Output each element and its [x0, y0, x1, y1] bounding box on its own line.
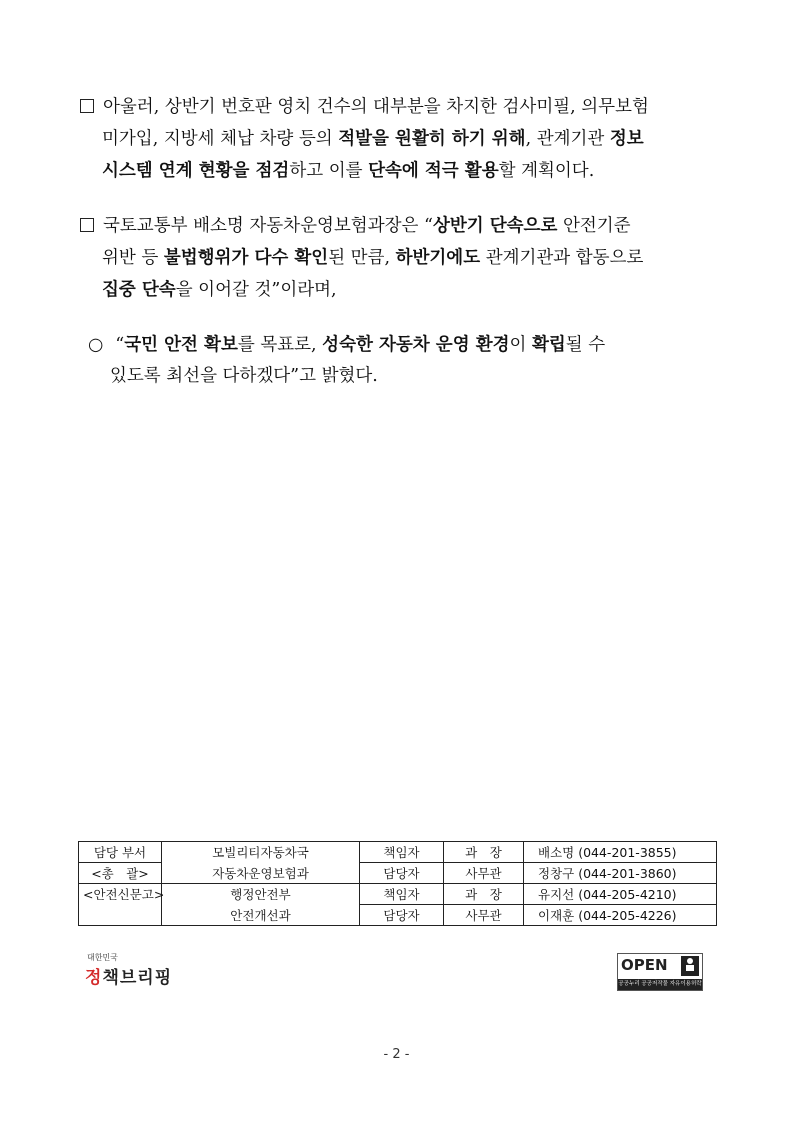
text: “ — [115, 335, 125, 355]
bold-text: 확립 — [531, 335, 566, 355]
logo-caption: 대한민국 — [87, 953, 118, 962]
paragraph-1-line-2 — [102, 125, 720, 150]
checkbox-bullet-icon — [80, 99, 94, 113]
table-row — [79, 842, 717, 863]
logo-accent: 정 — [85, 968, 103, 988]
title-cell: 과 장 — [444, 884, 524, 905]
bold-text: 적발을 원활히 하기 위해 — [338, 129, 526, 149]
bold-text: 국민 안전 확보 — [124, 335, 238, 355]
title-cell: 과 장 — [444, 842, 524, 863]
bold-text: 하반기에도 — [395, 248, 481, 268]
title-cell: 사무관 — [444, 905, 524, 926]
page-number: - 2 - — [383, 1047, 410, 1062]
text: 를 목표로, — [237, 335, 323, 355]
contact-table — [78, 841, 717, 926]
role-cell: 책임자 — [360, 884, 444, 905]
open-caption: 공공누리 공공저작물 자유이용허락 — [618, 979, 702, 990]
table-row — [79, 863, 717, 884]
bold-text: 시스템 연계 현황을 점검 — [102, 161, 290, 181]
dept-cell: 담당 부서 — [79, 842, 162, 863]
person-cell: 유지선 (044-205-4210) — [524, 884, 717, 905]
person-cell: 정창구 (044-201-3860) — [524, 863, 717, 884]
open-word: OPEN — [621, 956, 668, 974]
paragraph-1-line-1 — [80, 93, 720, 118]
paragraph-2-line-1 — [80, 212, 631, 237]
dept-cell: <총 괄> — [79, 863, 162, 884]
bold-text: 정보 — [609, 129, 644, 149]
text: 위반 등 — [102, 248, 164, 268]
table-row — [79, 905, 717, 926]
text: 된 만큼, — [328, 248, 396, 268]
role-cell: 담당자 — [360, 905, 444, 926]
text: 관계기관과 합동으로 — [480, 248, 644, 268]
person-cell: 배소명 (044-201-3855) — [524, 842, 717, 863]
office-cell: 자동차운영보험과 — [162, 863, 360, 884]
text: 있도록 최선을 다하겠다”고 밝혔다. — [110, 366, 378, 386]
text: 될 수 — [565, 335, 606, 355]
text: 하고 이를 — [289, 161, 369, 181]
bold-text: 성숙한 자동차 운영 환경 — [322, 335, 510, 355]
policy-briefing-logo — [85, 952, 172, 988]
dept-cell — [79, 905, 162, 926]
text: , 관계기관 — [525, 129, 610, 149]
paragraph-2-line-2 — [102, 244, 643, 269]
paragraph-3-line-1 — [88, 331, 605, 356]
bold-text: 집중 단속 — [102, 280, 176, 300]
text: 미가입, 지방세 체납 차량 등의 — [102, 129, 339, 149]
office-cell: 행정안전부 — [162, 884, 360, 905]
role-cell: 담당자 — [360, 863, 444, 884]
checkbox-bullet-icon — [80, 218, 94, 232]
text: 할 계획이다. — [498, 161, 595, 181]
attribution-icon — [681, 956, 699, 976]
text: 안전기준 — [557, 216, 631, 236]
text: 아울러, 상반기 번호판 영치 건수의 대부분을 차지한 검사미필, 의무보험 — [103, 97, 649, 117]
role-cell: 책임자 — [360, 842, 444, 863]
open-license-badge — [617, 953, 703, 991]
paragraph-1-line-3 — [102, 157, 594, 182]
office-cell: 모빌리티자동차국 — [162, 842, 360, 863]
text: 을 이어갈 것”이라며, — [175, 280, 337, 300]
paragraph-3-line-2 — [110, 362, 378, 387]
text: 이 — [509, 335, 532, 355]
text: 국토교통부 배소명 자동차운영보험과장은 “ — [103, 216, 433, 236]
dept-cell: <안전신문고> — [79, 884, 162, 905]
paragraph-2-line-3 — [102, 276, 337, 301]
logo-text: 책브리핑 — [102, 968, 173, 988]
circle-bullet-icon: ○ — [88, 335, 104, 355]
person-cell: 이재훈 (044-205-4226) — [524, 905, 717, 926]
bold-text: 상반기 단속으로 — [432, 216, 558, 236]
logo-wordmark — [85, 968, 172, 988]
title-cell: 사무관 — [444, 863, 524, 884]
bold-text: 불법행위가 다수 확인 — [163, 248, 329, 268]
bold-text: 단속에 적극 활용 — [368, 161, 499, 181]
table-row — [79, 884, 717, 905]
office-cell: 안전개선과 — [162, 905, 360, 926]
